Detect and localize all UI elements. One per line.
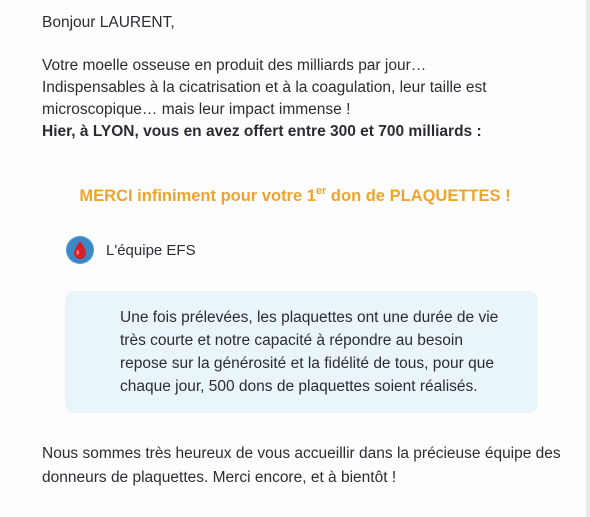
intro-line: Indispensables à la cicatrisation et à la coagulation, leur taille est [42,79,487,96]
info-line: chaque jour, 500 dons de plaquettes soient réalisés. [120,378,478,395]
intro-line: Votre moelle osseuse en produit des milliards par jour… [42,57,427,74]
blood-drop-icon [66,236,94,264]
intro-bold-line: Hier, à LYON, vous en avez offert entre 300 et 700 milliards : [42,123,482,140]
info-line: repose sur la générosité et la fidélité de tous, pour que [120,355,494,372]
ordinal-suffix: er [315,185,327,197]
greeting: Bonjour LAURENT, [42,14,175,31]
info-line: très courte et notre capacité à répondre au besoin [120,332,463,349]
intro-paragraph [42,55,542,143]
info-line: Une fois prélevées, les plaquettes ont une durée de vie [120,309,499,326]
thank-you-text: MERCI infiniment pour votre 1 [79,187,316,205]
thank-you-text-end: don de PLAQUETTES ! [326,187,511,205]
sender-label: L'équipe EFS [106,241,196,259]
info-bubble [65,291,538,413]
scrollbar-track[interactable] [586,0,590,517]
closing-line: Nous sommes très heureux de vous accueillir dans la précieuse équipe des [42,445,561,462]
info-text [120,306,525,398]
intro-line: microscopique… mais leur impact immense ! [42,101,351,118]
thank-you-headline [0,183,590,209]
closing-paragraph [42,442,572,490]
closing-line: donneurs de plaquettes. Merci encore, et à bientôt ! [42,469,397,486]
sender-row [66,236,196,264]
